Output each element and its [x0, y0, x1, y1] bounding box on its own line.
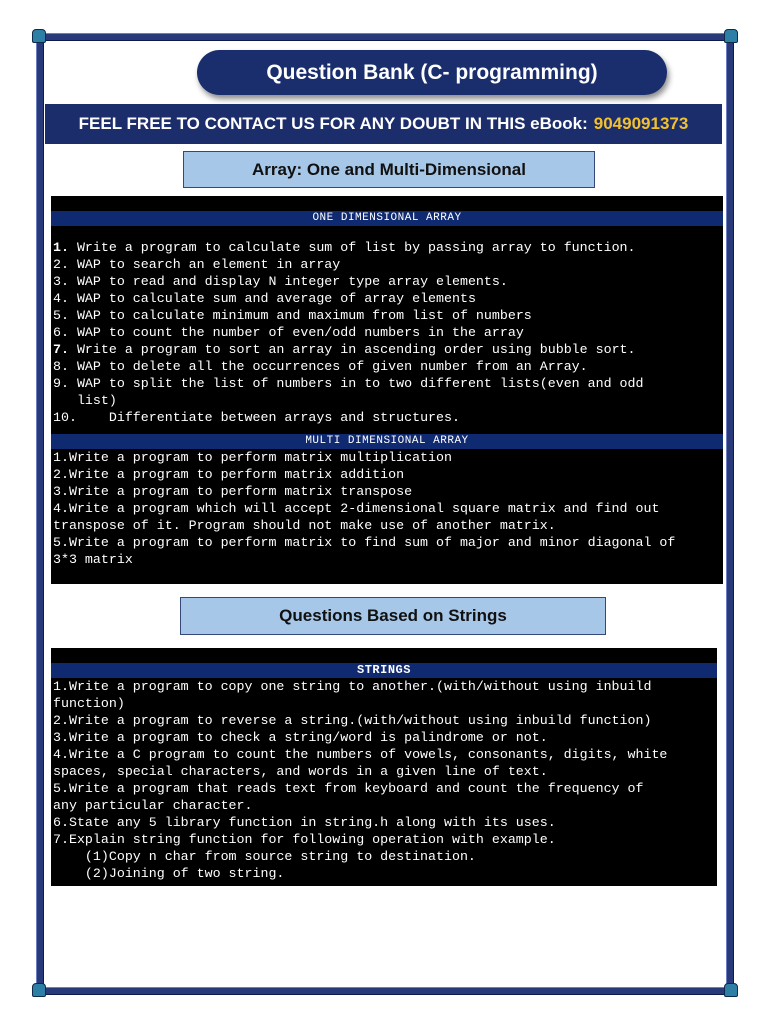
contact-banner [45, 104, 722, 144]
strings-section-label [180, 597, 606, 635]
multi-dim-question: 4.Write a program which will accept 2-dimensional square matrix and find out [53, 501, 660, 516]
string-question: function) [53, 696, 125, 711]
string-question: 6.State any 5 library function in string.h along with its uses. [53, 815, 556, 830]
page-border-top [36, 33, 732, 41]
one-dim-question [51, 341, 723, 358]
one-dim-question [51, 307, 723, 324]
string-question: 1.Write a program to copy one string to another.(with/without using inbuild [53, 679, 652, 694]
multi-dim-question: transpose of it. Program should not make use of another matrix. [53, 518, 556, 533]
multi-dim-question: 1.Write a program to perform matrix multiplication [53, 450, 452, 465]
one-dim-question [51, 375, 723, 392]
one-dim-question [51, 256, 723, 273]
array-section-label [183, 151, 595, 188]
one-dimensional-list [51, 239, 723, 426]
multi-dimensional-header: MULTI DIMENSIONAL ARRAY [51, 434, 723, 449]
page-title [197, 50, 667, 95]
strings-section-label-text: Questions Based on Strings [279, 606, 507, 625]
string-question: any particular character. [53, 798, 253, 813]
question-number: 4. [53, 291, 69, 306]
question-number: 7. [53, 342, 69, 357]
question-text: WAP to search an element in array [68, 257, 341, 272]
string-question: 4.Write a C program to count the numbers of vowels, consonants, digits, white [53, 747, 668, 762]
page-border-right [726, 33, 734, 995]
string-question: 5.Write a program that reads text from keyboard and count the frequency of [53, 781, 644, 796]
corner-ornament-icon [32, 29, 46, 43]
page-border-bottom [36, 987, 732, 995]
question-text: WAP to split the list of numbers in to two different lists(even and odd [68, 376, 644, 391]
multi-dim-question: 5.Write a program to perform matrix to find sum of major and minor diagonal of [53, 535, 676, 550]
question-number: 2. [53, 257, 69, 272]
multi-dimensional-list [51, 449, 723, 568]
question-text: WAP to read and display N integer type array elements. [68, 274, 508, 289]
question-text: list) [53, 393, 117, 408]
question-number: 3. [53, 274, 69, 289]
page-border-left [36, 33, 44, 995]
question-number: 10. [53, 410, 77, 425]
corner-ornament-icon [724, 983, 738, 997]
string-question: (2)Joining of two string. [53, 866, 285, 881]
strings-questions-box [51, 648, 717, 886]
array-section-label-text: Array: One and Multi-Dimensional [252, 159, 526, 179]
question-text: WAP to calculate minimum and maximum from list of numbers [68, 308, 532, 323]
string-question: 2.Write a program to reverse a string.(with/without using inbuild function) [53, 713, 652, 728]
contact-phone: 9049091373 [593, 114, 689, 133]
question-text: Write a program to calculate sum of list by passing array to function. [68, 240, 636, 255]
one-dim-question [51, 273, 723, 290]
one-dim-question [51, 290, 723, 307]
one-dimensional-header: ONE DIMENSIONAL ARRAY [51, 211, 723, 226]
question-text: Write a program to sort an array in ascending order using bubble sort. [68, 342, 636, 357]
question-text: WAP to calculate sum and average of array elements [68, 291, 476, 306]
question-number: 8. [53, 359, 69, 374]
multi-dim-question: 3*3 matrix [53, 552, 133, 567]
question-number: 1. [53, 240, 69, 255]
question-text: Differentiate between arrays and structures. [76, 410, 460, 425]
string-question: spaces, special characters, and words in a given line of text. [53, 764, 548, 779]
page-title-text: Question Bank (C- programming) [266, 60, 598, 84]
multi-dim-question: 2.Write a program to perform matrix addition [53, 467, 405, 482]
array-questions-box [51, 196, 723, 584]
corner-ornament-icon [724, 29, 738, 43]
multi-dim-question: 3.Write a program to perform matrix transpose [53, 484, 413, 499]
contact-text: FEEL FREE TO CONTACT US FOR ANY DOUBT IN THIS eBook: [78, 114, 588, 133]
strings-header: STRINGS [51, 663, 717, 678]
string-question: 3.Write a program to check a string/word is palindrome or not. [53, 730, 548, 745]
question-number: 5. [53, 308, 69, 323]
question-number: 9. [53, 376, 69, 391]
string-question: 7.Explain string function for following operation with example. [53, 832, 556, 847]
question-number: 6. [53, 325, 69, 340]
one-dim-question [51, 239, 723, 256]
one-dim-question [51, 324, 723, 341]
question-text: WAP to delete all the occurrences of given number from an Array. [68, 359, 588, 374]
strings-list [51, 678, 717, 882]
corner-ornament-icon [32, 983, 46, 997]
question-text: WAP to count the number of even/odd numbers in the array [68, 325, 524, 340]
one-dim-question [51, 409, 723, 426]
one-dim-question [51, 358, 723, 375]
one-dim-question [51, 392, 723, 409]
string-question: (1)Copy n char from source string to destination. [53, 849, 476, 864]
